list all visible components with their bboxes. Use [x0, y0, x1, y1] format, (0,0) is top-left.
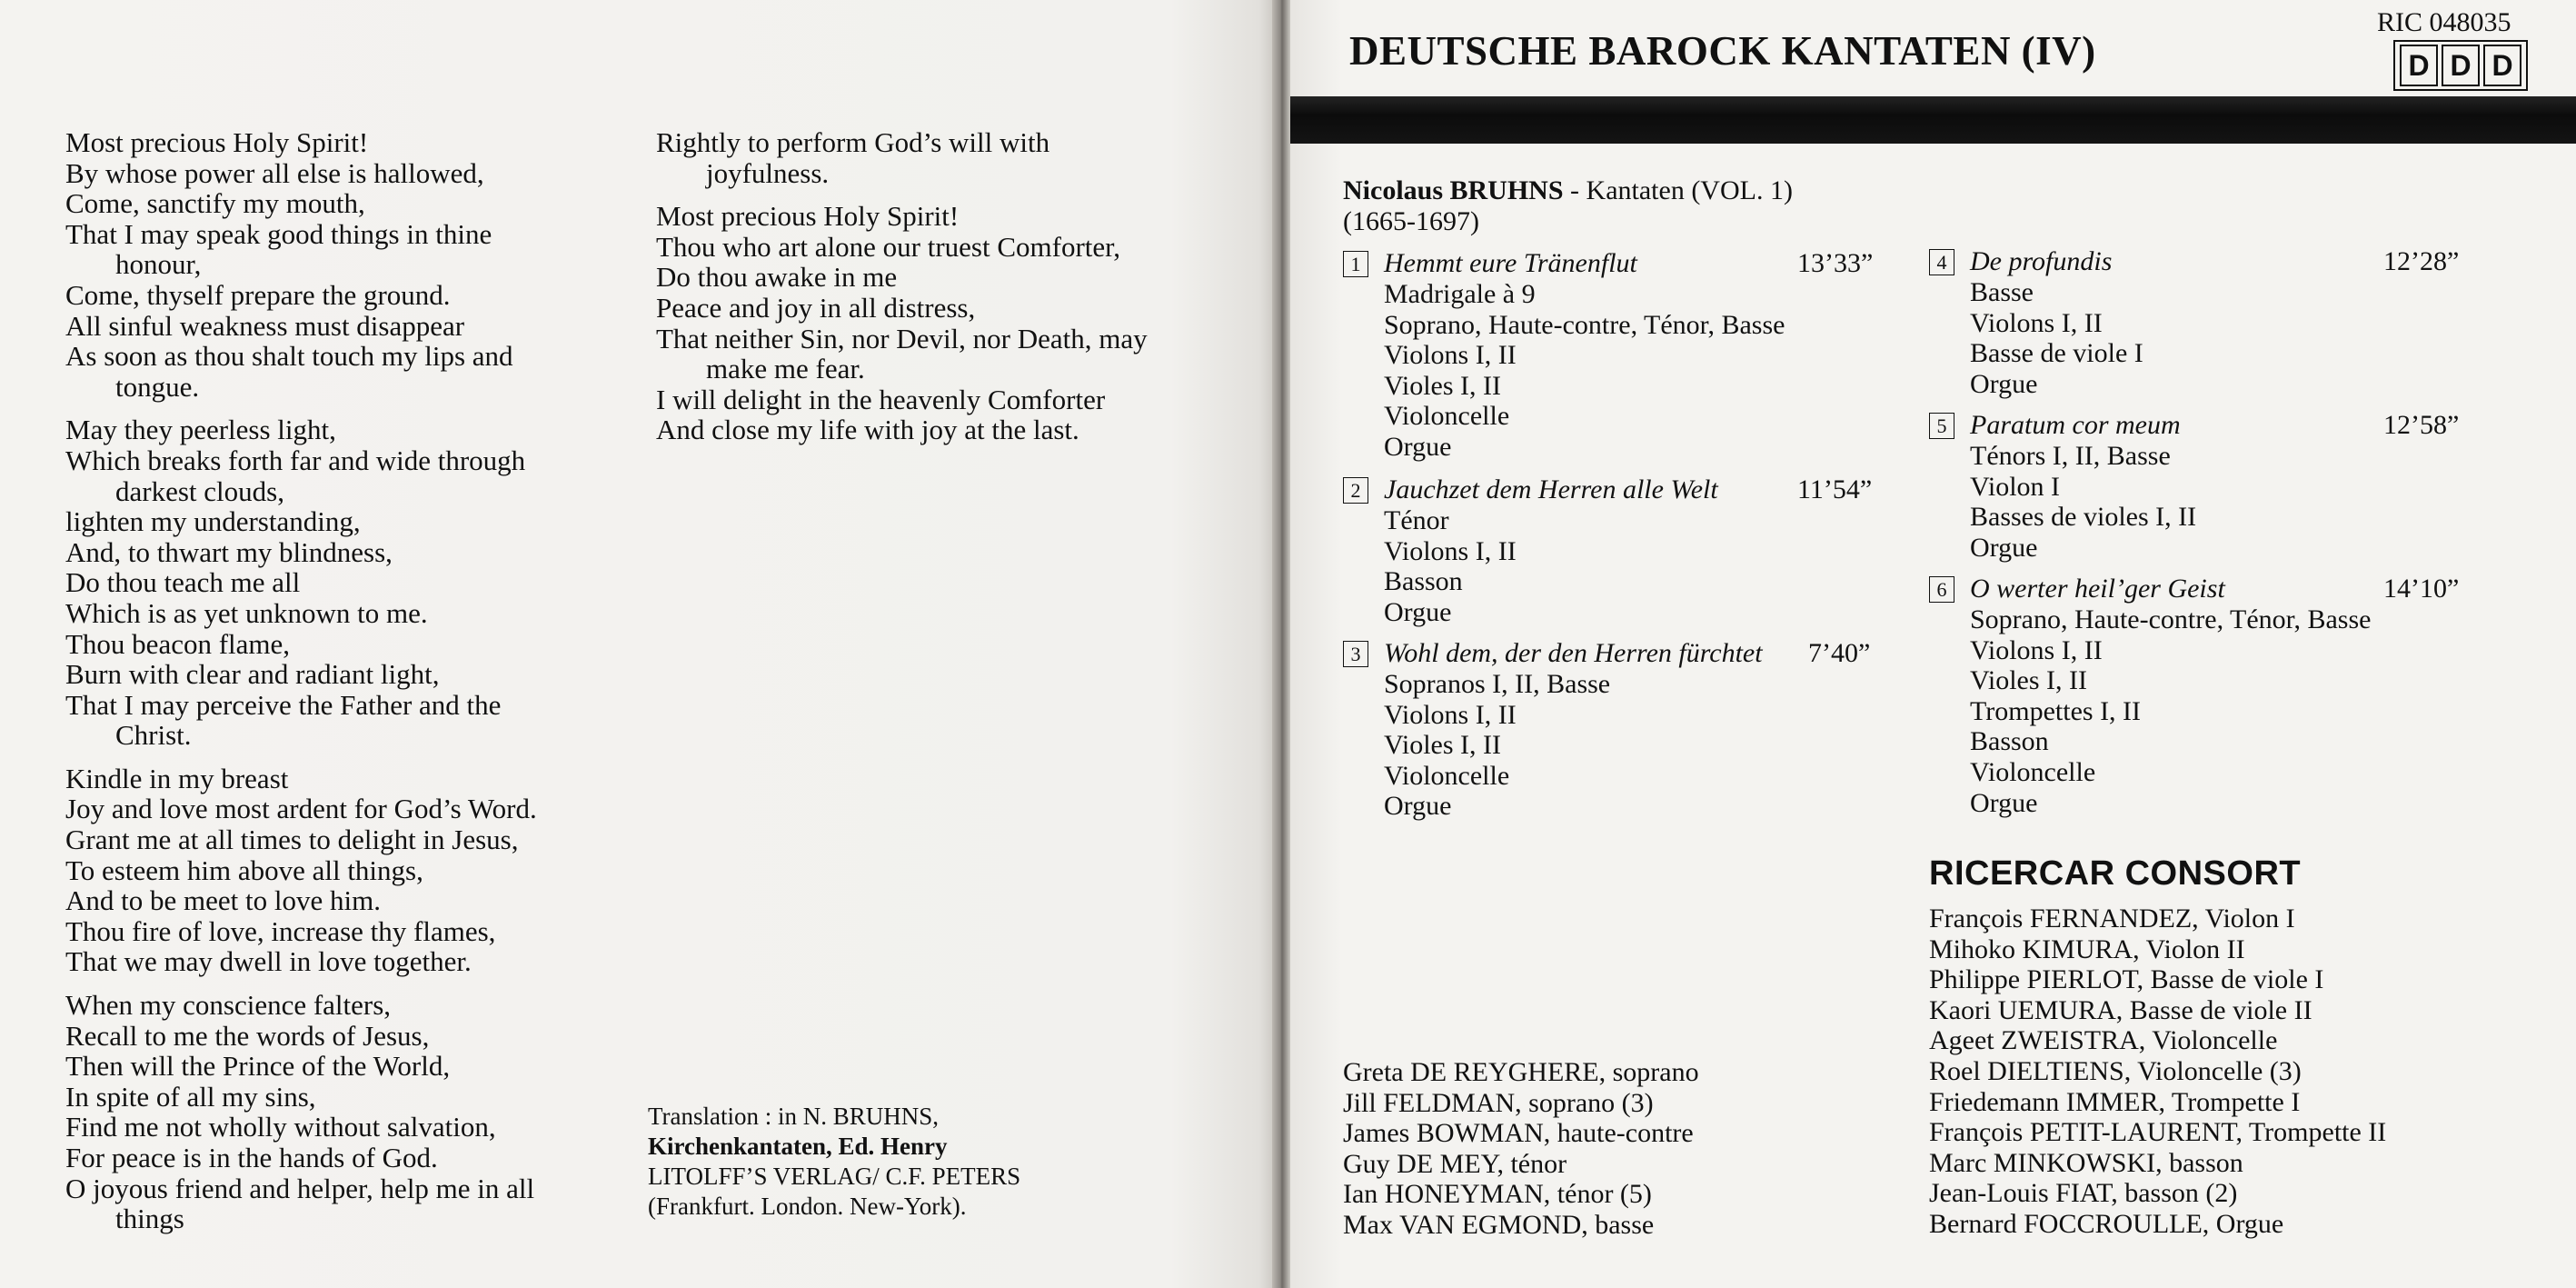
- instrumentation-line: Violons I, II: [1384, 535, 1517, 566]
- composer-name: Nicolaus BRUHNS: [1343, 175, 1564, 205]
- singer-credit: Greta DE REYGHERE, soprano: [1343, 1057, 1699, 1087]
- verse-line: things: [115, 1203, 184, 1235]
- work-entry: [1343, 638, 1871, 822]
- track-number-box: 2: [1343, 477, 1368, 504]
- track-number-box: 5: [1929, 413, 1954, 439]
- work-duration: 11’54”: [1797, 474, 1873, 504]
- work-entry: [1343, 248, 1874, 463]
- translation-line-3: LITOLFF’S VERLAG/ C.F. PETERS: [648, 1163, 1021, 1190]
- ensemble-name: RICERCAR CONSORT: [1929, 854, 2302, 893]
- verse-line: Joy and love most ardent for God’s Word.: [65, 793, 537, 825]
- translation-line-2: Kirchenkantaten, Ed. Henry: [648, 1133, 948, 1160]
- instrumentation-line: Basson: [1384, 566, 1463, 597]
- player-credit: Philippe PIERLOT, Basse de viole I: [1929, 964, 2324, 995]
- english-text-column-1: [65, 127, 611, 1247]
- instrumentation-line: Violoncelle: [1384, 401, 1510, 432]
- work-entry: [1929, 410, 2460, 563]
- work-entry: [1929, 574, 2460, 818]
- verse-line: Burn with clear and radiant light,: [65, 658, 440, 691]
- verse-line: All sinful weakness must disappear: [65, 309, 465, 342]
- header-black-bar: [1290, 96, 2576, 144]
- track-number-box: 4: [1929, 249, 1954, 275]
- verse-line: That neither Sin, nor Devil, nor Death, may: [656, 322, 1148, 354]
- stanza: [65, 127, 611, 402]
- verse-line: I will delight in the heavenly Comforter: [656, 383, 1106, 415]
- work-entry: [1343, 474, 1873, 627]
- work-duration: 7’40”: [1808, 638, 1871, 668]
- verse-line: Grant me at all times to delight in Jesus,: [65, 824, 519, 856]
- instrumentation-line: Madrigale à 9: [1384, 279, 1536, 309]
- verse-line: Do thou awake in me: [656, 261, 898, 294]
- verse-line: That we may dwell in love together.: [65, 945, 472, 978]
- verse-line: Kindle in my breast: [65, 762, 289, 794]
- verse-line: Most precious Holy Spirit!: [656, 200, 960, 233]
- instrumentation-line: Orgue: [1970, 532, 2038, 563]
- stanza: [656, 127, 1219, 188]
- verse-line: Come, sanctify my mouth,: [65, 187, 365, 220]
- player-credit: François PETIT-LAURENT, Trompette II: [1929, 1117, 2387, 1148]
- booklet-spine: [1272, 0, 1290, 1288]
- ddd-letter-2: D: [2442, 45, 2480, 86]
- verse-line: Thou beacon flame,: [65, 627, 291, 660]
- ddd-logo: [2393, 40, 2528, 91]
- track-number-box: 1: [1343, 251, 1368, 277]
- player-credit: Ageet ZWEISTRA, Violoncelle: [1929, 1025, 2278, 1056]
- player-credit: Marc MINKOWSKI, basson: [1929, 1147, 2243, 1178]
- verse-line: And close my life with joy at the last.: [656, 414, 1079, 446]
- composer-heading: [1343, 175, 1793, 237]
- instrumentation-line: Violoncelle: [1970, 756, 2096, 787]
- work-duration: 12’58”: [2383, 410, 2460, 440]
- singer-credit: James BOWMAN, haute-contre: [1343, 1118, 1694, 1149]
- instrumentation-line: Orgue: [1970, 368, 2038, 399]
- instrumentation-line: Basson: [1970, 726, 2049, 757]
- player-credit: Roel DIELTIENS, Violoncelle (3): [1929, 1055, 2302, 1086]
- verse-line: Do thou teach me all: [65, 566, 301, 599]
- work-title: De profundis: [1970, 246, 2113, 276]
- track-number-box: 6: [1929, 576, 1954, 603]
- instrumentation-line: Violons I, II: [1384, 699, 1517, 730]
- catalog-number: RIC 048035: [2377, 7, 2511, 37]
- singers-list: [1343, 1057, 1699, 1241]
- instrumentation-line: Orgue: [1384, 791, 1452, 822]
- album-title: DEUTSCHE BAROCK KANTATEN (IV): [1349, 28, 2096, 74]
- verse-line: make me fear.: [706, 353, 865, 385]
- verse-line: For peace is in the hands of God.: [65, 1142, 438, 1173]
- work-duration: 13’33”: [1797, 248, 1874, 278]
- translation-credit: [648, 1102, 1020, 1222]
- work-duration: 14’10”: [2383, 574, 2460, 604]
- work-title: O werter heil’ger Geist: [1970, 574, 2225, 604]
- verse-line: When my conscience falters,: [65, 989, 392, 1022]
- verse-line: Thou who art alone our truest Comforter,: [656, 230, 1120, 263]
- stanza: [65, 414, 611, 751]
- instrumentation-line: Violons I, II: [1970, 307, 2103, 338]
- verse-line: Then will the Prince of the World,: [65, 1050, 451, 1083]
- verse-line: joyfulness.: [706, 156, 830, 189]
- ddd-letter-1: D: [2400, 45, 2438, 86]
- singer-credit: Guy DE MEY, ténor: [1343, 1148, 1567, 1179]
- verse-line: Find me not wholly without salvation,: [65, 1111, 496, 1143]
- track-number-box: 3: [1343, 641, 1368, 667]
- verse-line: Thou fire of love, increase thy flames,: [65, 914, 496, 947]
- instrumentation-line: Basse de viole I: [1970, 338, 2143, 369]
- stanza: [656, 201, 1219, 445]
- verse-line: That I may perceive the Father and the: [65, 688, 502, 721]
- ensemble-players-list: [1929, 904, 2386, 1240]
- instrumentation-line: Sopranos I, II, Basse: [1384, 669, 1611, 699]
- verse-line: That I may speak good things in thine: [65, 217, 492, 250]
- instrumentation-line: Violes I, II: [1384, 730, 1501, 761]
- stanza: [65, 764, 611, 977]
- verse-line: In spite of all my sins,: [65, 1080, 316, 1113]
- singer-credit: Jill FELDMAN, soprano (3): [1343, 1087, 1654, 1118]
- verse-line: To esteem him above all things,: [65, 854, 423, 886]
- composer-subtitle: - Kantaten (VOL. 1): [1563, 175, 1793, 205]
- instrumentation-line: Soprano, Haute-contre, Ténor, Basse: [1384, 309, 1785, 340]
- instrumentation-line: Orgue: [1384, 596, 1452, 627]
- player-credit: Bernard FOCCROULLE, Orgue: [1929, 1208, 2284, 1239]
- instrumentation-line: Violon I: [1970, 471, 2061, 502]
- instrumentation-line: Violes I, II: [1970, 665, 2087, 696]
- player-credit: Jean-Louis FIAT, basson (2): [1929, 1178, 2238, 1209]
- verse-line: And, to thwart my blindness,: [65, 535, 393, 568]
- player-credit: Friedemann IMMER, Trompette I: [1929, 1086, 2301, 1117]
- verse-line: And to be meet to love him.: [65, 884, 381, 917]
- singer-credit: Max VAN EGMOND, basse: [1343, 1209, 1655, 1240]
- english-text-column-2: [656, 127, 1219, 458]
- verse-line: Which breaks forth far and wide through: [65, 444, 526, 476]
- verse-line: Rightly to perform God’s will with: [656, 126, 1050, 158]
- verse-line: Recall to me the words of Jesus,: [65, 1019, 430, 1052]
- verse-line: Christ.: [115, 719, 192, 752]
- verse-line: honour,: [115, 248, 202, 281]
- singer-credit: Ian HONEYMAN, ténor (5): [1343, 1179, 1652, 1210]
- instrumentation-line: Violons I, II: [1384, 340, 1517, 371]
- instrumentation-line: Soprano, Haute-contre, Ténor, Basse: [1970, 604, 2372, 634]
- player-credit: François FERNANDEZ, Violon I: [1929, 904, 2295, 934]
- ddd-letter-3: D: [2483, 45, 2521, 86]
- verse-line: By whose power all else is hallowed,: [65, 156, 484, 189]
- instrumentation-line: Ténors I, II, Basse: [1970, 441, 2171, 471]
- verse-line: darkest clouds,: [115, 474, 284, 507]
- work-title: Jauchzet dem Herren alle Welt: [1384, 474, 1718, 504]
- instrumentation-line: Basses de violes I, II: [1970, 502, 2197, 533]
- work-title: Paratum cor meum: [1970, 410, 2181, 440]
- verse-line: As soon as thou shalt touch my lips and: [65, 340, 513, 373]
- instrumentation-line: Basse: [1970, 277, 2034, 307]
- verse-line: Which is as yet unknown to me.: [65, 596, 428, 629]
- verse-line: lighten my understanding,: [65, 505, 361, 538]
- instrumentation-line: Ténor: [1384, 505, 1449, 535]
- work-title: Wohl dem, der den Herren fürchtet: [1384, 638, 1763, 668]
- instrumentation-line: Violoncelle: [1384, 760, 1510, 791]
- instrumentation-line: Trompettes I, II: [1970, 695, 2142, 726]
- verse-line: Peace and joy in all distress,: [656, 291, 976, 324]
- player-credit: Kaori UEMURA, Basse de viole II: [1929, 994, 2312, 1025]
- verse-line: Most precious Holy Spirit!: [65, 126, 369, 158]
- instrumentation-line: Orgue: [1384, 431, 1452, 462]
- work-entry: [1929, 246, 2460, 399]
- verse-line: May they peerless light,: [65, 414, 336, 446]
- stanza: [65, 990, 611, 1234]
- instrumentation-line: Orgue: [1970, 787, 2038, 818]
- instrumentation-line: Violons I, II: [1970, 634, 2103, 665]
- composer-dates: (1665-1697): [1343, 206, 1479, 236]
- work-title: Hemmt eure Tränenflut: [1384, 248, 1637, 278]
- work-duration: 12’28”: [2383, 246, 2460, 276]
- verse-line: Come, thyself prepare the ground.: [65, 278, 451, 311]
- instrumentation-line: Violes I, II: [1384, 370, 1501, 401]
- player-credit: Mihoko KIMURA, Violon II: [1929, 934, 2245, 964]
- translation-line-1: Translation : in N. BRUHNS,: [648, 1103, 940, 1130]
- translation-line-4: (Frankfurt. London. New-York).: [648, 1193, 967, 1220]
- verse-line: tongue.: [115, 370, 200, 403]
- verse-line: O joyous friend and helper, help me in all: [65, 1172, 535, 1204]
